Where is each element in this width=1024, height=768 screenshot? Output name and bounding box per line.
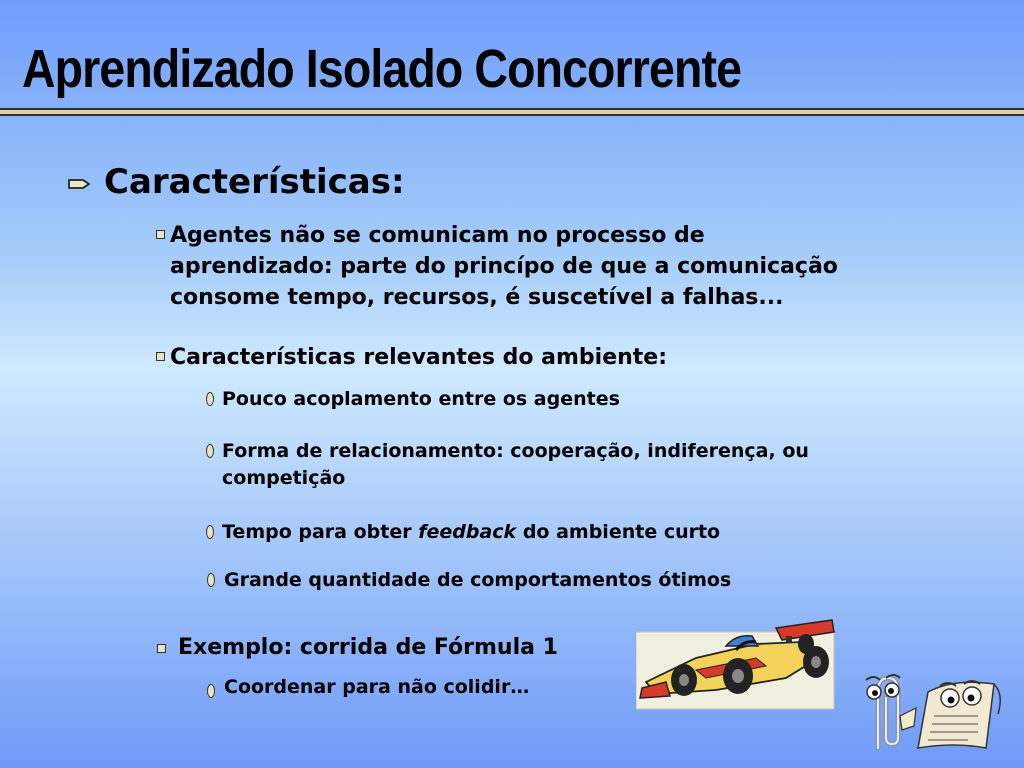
paper-character-icon bbox=[914, 672, 1010, 752]
sub-item: Grande quantidade de comportamentos ótimos bbox=[224, 569, 732, 591]
right-arrow-bullet-icon bbox=[68, 176, 90, 192]
square-bullet-icon bbox=[157, 644, 166, 653]
sub-item-feedback: Tempo para obter feedback do ambiente curto bbox=[222, 521, 721, 543]
bullet-line: Agentes não se comunicam no processo de bbox=[170, 223, 705, 248]
sub-item: Coordenar para não colidir… bbox=[224, 676, 530, 698]
sub-item-continued: competição bbox=[222, 467, 346, 489]
sub-item: Pouco acoplamento entre os agentes bbox=[222, 388, 620, 410]
oval-bullet-icon bbox=[207, 573, 215, 587]
sub-item: Forma de relacionamento: cooperação, indiferença, ou bbox=[222, 440, 809, 462]
race-car-clipart-icon bbox=[636, 618, 836, 710]
square-bullet-icon bbox=[156, 230, 165, 239]
oval-bullet-icon bbox=[206, 392, 214, 406]
square-bullet-icon bbox=[156, 352, 165, 361]
bullet-line: aprendizado: parte do princípo de que a comunicação bbox=[170, 254, 838, 279]
clippy-assistant-icon bbox=[856, 668, 918, 754]
bullet-caracteristicas-ambiente: Características relevantes do ambiente: bbox=[170, 345, 668, 370]
feedback-emphasis: feedback bbox=[418, 521, 517, 543]
oval-bullet-icon bbox=[206, 525, 214, 539]
heading-caracteristicas: Características: bbox=[104, 162, 405, 202]
oval-bullet-icon bbox=[206, 444, 214, 458]
slide-title: Aprendizado Isolado Concorrente bbox=[22, 39, 742, 99]
oval-bullet-icon bbox=[207, 684, 215, 698]
title-divider bbox=[0, 108, 1024, 116]
bullet-exemplo: Exemplo: corrida de Fórmula 1 bbox=[178, 635, 558, 660]
bullet-line: consome tempo, recursos, é suscetível a falhas... bbox=[170, 285, 784, 310]
